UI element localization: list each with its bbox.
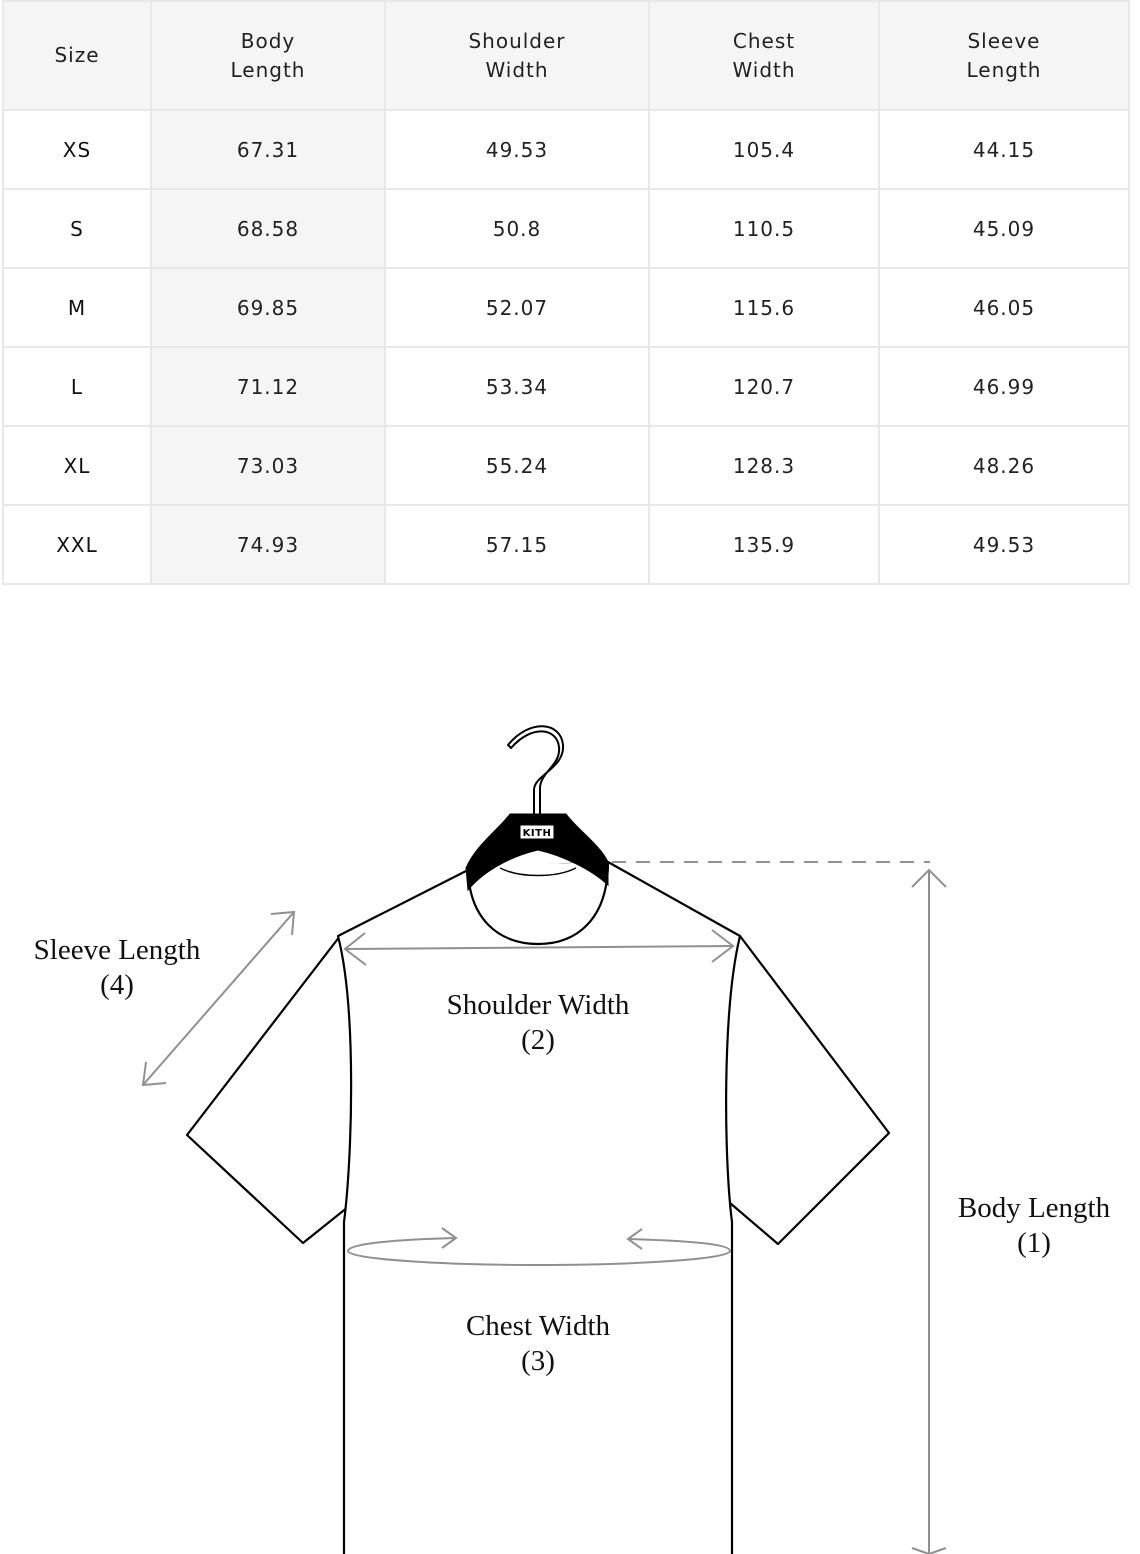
body-length-cell: 69.85 xyxy=(151,268,385,347)
header-sleeve-length-line2: Length xyxy=(966,57,1042,82)
chest-width-cell: 128.3 xyxy=(649,426,879,505)
chest-width-label: Chest Width xyxy=(465,1310,611,1342)
sleeve-length-cell: 44.15 xyxy=(879,110,1129,189)
table-row xyxy=(3,426,1129,505)
body-length-cell: 73.03 xyxy=(151,426,385,505)
shoulder-width-label: Shoulder Width xyxy=(446,989,630,1021)
body-length-cell: 71.12 xyxy=(151,347,385,426)
size-cell: S xyxy=(3,189,151,268)
header-chest-width-line2: Width xyxy=(732,57,796,82)
table-row xyxy=(3,505,1129,584)
right-sleeve xyxy=(724,936,889,1244)
header-body-length xyxy=(151,1,385,110)
size-cell: M xyxy=(3,268,151,347)
torso xyxy=(338,862,740,1554)
table-header-row xyxy=(3,1,1129,110)
shoulder-width-cell: 50.8 xyxy=(385,189,649,268)
body-length-cell: 74.93 xyxy=(151,505,385,584)
sleeve-length-number: (4) xyxy=(100,969,134,1001)
header-body-length-line1: Body xyxy=(240,28,296,53)
shoulder-width-cell: 55.24 xyxy=(385,426,649,505)
shoulder-width-cell: 49.53 xyxy=(385,110,649,189)
shoulder-width-cell: 53.34 xyxy=(385,347,649,426)
body-length-cell: 67.31 xyxy=(151,110,385,189)
body-length-number: (1) xyxy=(1017,1227,1051,1259)
sleeve-length-cell: 45.09 xyxy=(879,189,1129,268)
table-row xyxy=(3,189,1129,268)
size-chart-table xyxy=(2,0,1130,585)
chest-width-cell: 105.4 xyxy=(649,110,879,189)
header-sleeve-length-line1: Sleeve xyxy=(967,28,1041,53)
sleeve-length-cell: 48.26 xyxy=(879,426,1129,505)
size-cell: XL xyxy=(3,426,151,505)
header-shoulder-width xyxy=(385,1,649,110)
chest-width-cell: 115.6 xyxy=(649,268,879,347)
shoulder-width-number: (2) xyxy=(521,1024,555,1056)
size-cell: XXL xyxy=(3,505,151,584)
chest-width-cell: 135.9 xyxy=(649,505,879,584)
brand-logo xyxy=(520,825,554,839)
sleeve-length-cell: 46.05 xyxy=(879,268,1129,347)
table-row xyxy=(3,347,1129,426)
body-length-cell: 68.58 xyxy=(151,189,385,268)
header-chest-width xyxy=(649,1,879,110)
sleeve-length-cell: 46.99 xyxy=(879,347,1129,426)
header-shoulder-width-line1: Shoulder xyxy=(468,28,566,53)
tshirt-outline xyxy=(187,862,889,1554)
sleeve-length-cell: 49.53 xyxy=(879,505,1129,584)
table-row xyxy=(3,110,1129,189)
chest-width-cell: 120.7 xyxy=(649,347,879,426)
header-shoulder-width-line2: Width xyxy=(485,57,549,82)
brand-logo-text: KITH xyxy=(522,828,552,839)
shoulder-width-cell: 52.07 xyxy=(385,268,649,347)
header-sleeve-length xyxy=(879,1,1129,110)
header-chest-width-line1: Chest xyxy=(732,28,796,53)
chest-width-number: (3) xyxy=(521,1345,555,1377)
body-length-label: Body Length xyxy=(957,1192,1111,1224)
left-sleeve xyxy=(187,936,353,1243)
header-size-label: Size xyxy=(54,43,100,67)
tshirt-measurement-diagram xyxy=(0,700,1140,1554)
size-cell: L xyxy=(3,347,151,426)
header-size xyxy=(3,1,151,110)
shoulder-width-cell: 57.15 xyxy=(385,505,649,584)
size-cell: XS xyxy=(3,110,151,189)
sleeve-length-label: Sleeve Length xyxy=(33,934,201,966)
table-row xyxy=(3,268,1129,347)
chest-width-cell: 110.5 xyxy=(649,189,879,268)
hanger-hook xyxy=(508,726,563,815)
header-body-length-line2: Length xyxy=(230,57,306,82)
